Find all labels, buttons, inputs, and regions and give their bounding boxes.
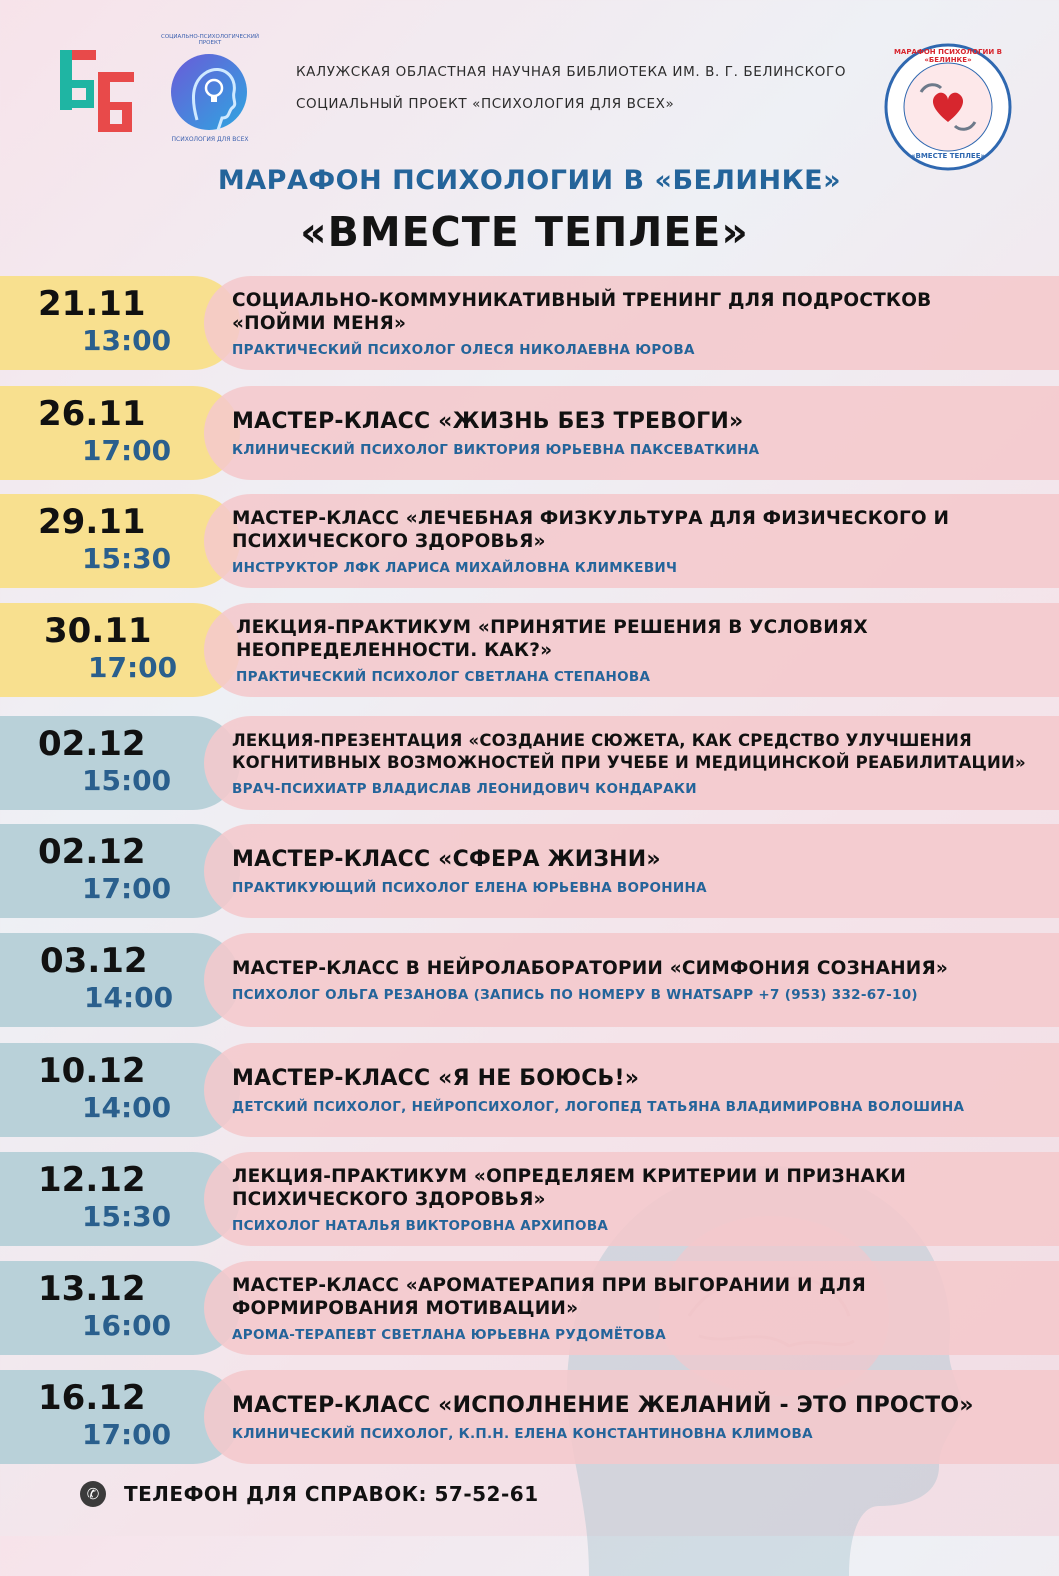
event-title: МАСТЕР-КЛАСС «ЖИЗНЬ БЕЗ ТРЕВОГИ» (232, 409, 744, 434)
event-date: 02.12 (38, 724, 146, 764)
marathon-logo-text-top: МАРАФОН ПСИХОЛОГИИ В «БЕЛИНКЕ» (893, 48, 1003, 64)
event-time: 13:00 (82, 324, 172, 357)
event-date: 16.12 (38, 1378, 146, 1418)
marathon-logo-text-bottom: «ВМЕСТЕ ТЕПЛЕЕ» (910, 152, 986, 160)
event-row (0, 603, 1059, 697)
event-info (204, 1370, 1059, 1464)
header (0, 0, 1059, 270)
event-speaker: ПСИХОЛОГ ОЛЬГА РЕЗАНОВА (ЗАПИСЬ ПО НОМЕРУ В WHATSAPP +7 (953) 332-67-10) (232, 987, 918, 1003)
event-date: 21.11 (38, 284, 146, 324)
phone-info: ТЕЛЕФОН ДЛЯ СПРАВОК: 57-52-61 (124, 1482, 539, 1506)
event-title: СОЦИАЛЬНО-КОММУНИКАТИВНЫЙ ТРЕНИНГ ДЛЯ ПОДРОСТКОВ «ПОЙМИ МЕНЯ» (232, 289, 932, 334)
event-info (204, 276, 1059, 370)
page-subtitle: «ВМЕСТЕ ТЕПЛЕЕ» (300, 208, 749, 256)
event-speaker: ДЕТСКИЙ ПСИХОЛОГ, НЕЙРОПСИХОЛОГ, ЛОГОПЕД ТАТЬЯНА ВЛАДИМИРОВНА ВОЛОШИНА (232, 1099, 965, 1115)
event-title: ЛЕКЦИЯ-ПРАКТИКУМ «ОПРЕДЕЛЯЕМ КРИТЕРИИ И ПРИЗНАКИ ПСИХИЧЕСКОГО ЗДОРОВЬЯ» (232, 1165, 907, 1210)
event-info (204, 1043, 1059, 1137)
event-time: 16:00 (82, 1309, 172, 1342)
event-title: ЛЕКЦИЯ-ПРАКТИКУМ «ПРИНЯТИЕ РЕШЕНИЯ В УСЛОВИЯХ НЕОПРЕДЕЛЕННОСТИ. КАК?» (236, 616, 868, 661)
page-title: МАРАФОН ПСИХОЛОГИИ В «БЕЛИНКЕ» (217, 165, 842, 196)
project-logo-text-bottom: ПСИХОЛОГИЯ ДЛЯ ВСЕХ (171, 136, 249, 143)
project-name: СОЦИАЛЬНЫЙ ПРОЕКТ «ПСИХОЛОГИЯ ДЛЯ ВСЕХ» (296, 96, 675, 112)
event-info (204, 603, 1059, 697)
footer-contact (80, 1478, 539, 1510)
project-logo-text-top: СОЦИАЛЬНО-ПСИХОЛОГИЧЕСКИЙ ПРОЕКТ (160, 34, 259, 46)
event-row (0, 824, 1059, 918)
event-date: 10.12 (38, 1051, 146, 1091)
event-row (0, 1152, 1059, 1246)
event-row (0, 1261, 1059, 1355)
event-speaker: КЛИНИЧЕСКИЙ ПСИХОЛОГ, К.П.Н. ЕЛЕНА КОНСТАНТИНОВНА КЛИМОВА (232, 1426, 813, 1442)
event-date: 13.12 (38, 1269, 146, 1309)
event-time: 17:00 (82, 1418, 172, 1451)
event-date: 30.11 (44, 611, 152, 651)
event-row (0, 386, 1059, 480)
event-info (204, 1261, 1059, 1355)
event-speaker: АРОМА-ТЕРАПЕВТ СВЕТЛАНА ЮРЬЕВНА РУДОМЁТОВА (232, 1326, 666, 1343)
event-time: 14:00 (82, 1091, 172, 1124)
event-title: МАСТЕР-КЛАСС «Я НЕ БОЮСЬ!» (232, 1066, 640, 1091)
event-info (204, 716, 1059, 810)
event-info (204, 933, 1059, 1027)
event-title: МАСТЕР-КЛАСС В НЕЙРОЛАБОРАТОРИИ «СИМФОНИЯ СОЗНАНИЯ» (232, 958, 949, 979)
event-time: 17:00 (82, 434, 172, 467)
event-speaker: ИНСТРУКТОР ЛФК ЛАРИСА МИХАЙЛОВНА КЛИМКЕВИЧ (232, 559, 678, 576)
event-title: МАСТЕР-КЛАСС «АРОМАТЕРАПИЯ ПРИ ВЫГОРАНИИ И ДЛЯ ФОРМИРОВАНИЯ МОТИВАЦИИ» (232, 1274, 866, 1319)
event-time: 17:00 (82, 872, 172, 905)
project-logo (152, 42, 267, 147)
event-date: 26.11 (38, 394, 146, 434)
event-time: 15:30 (82, 542, 172, 575)
event-speaker: ПРАКТИЧЕСКИЙ ПСИХОЛОГ СВЕТЛАНА СТЕПАНОВА (236, 668, 651, 685)
event-info (204, 386, 1059, 480)
event-speaker: ПСИХОЛОГ НАТАЛЬЯ ВИКТОРОВНА АРХИПОВА (232, 1217, 609, 1234)
event-row (0, 933, 1059, 1027)
event-date: 29.11 (38, 502, 146, 542)
event-speaker: ПРАКТИЧЕСКИЙ ПСИХОЛОГ ОЛЕСЯ НИКОЛАЕВНА ЮРОВА (232, 341, 695, 358)
event-info (204, 824, 1059, 918)
event-row (0, 1043, 1059, 1137)
phone-icon: ✆ (80, 1481, 106, 1507)
event-time: 17:00 (88, 651, 178, 684)
event-date: 02.12 (38, 832, 146, 872)
event-title: ЛЕКЦИЯ-ПРЕЗЕНТАЦИЯ «СОЗДАНИЕ СЮЖЕТА, КАК СРЕДСТВО УЛУЧШЕНИЯ КОГНИТИВНЫХ ВОЗМОЖНОСТЕЙ ПРИ УЧЕБЕ И МЕДИЦИНСКОЙ РЕАБИЛИТАЦИИ» (232, 730, 1026, 772)
event-date: 03.12 (40, 941, 148, 981)
event-time: 14:00 (84, 981, 174, 1014)
organization-name: КАЛУЖСКАЯ ОБЛАСТНАЯ НАУЧНАЯ БИБЛИОТЕКА ИМ. В. Г. БЕЛИНСКОГО (296, 64, 847, 80)
event-row (0, 494, 1059, 588)
event-title: МАСТЕР-КЛАСС «ЛЕЧЕБНАЯ ФИЗКУЛЬТУРА ДЛЯ ФИЗИЧЕСКОГО И ПСИХИЧЕСКОГО ЗДОРОВЬЯ» (232, 507, 950, 552)
event-row (0, 1370, 1059, 1464)
event-row (0, 716, 1059, 810)
event-speaker: КЛИНИЧЕСКИЙ ПСИХОЛОГ ВИКТОРИЯ ЮРЬЕВНА ПАКСЕВАТКИНА (232, 442, 760, 458)
event-speaker: ПРАКТИКУЮЩИЙ ПСИХОЛОГ ЕЛЕНА ЮРЬЕВНА ВОРОНИНА (232, 880, 707, 896)
event-info (204, 494, 1059, 588)
event-time: 15:30 (82, 1200, 172, 1233)
library-logo (58, 46, 136, 136)
event-time: 15:00 (82, 764, 172, 797)
event-speaker: ВРАЧ-ПСИХИАТР ВЛАДИСЛАВ ЛЕОНИДОВИЧ КОНДАРАКИ (232, 780, 697, 797)
event-row (0, 276, 1059, 370)
event-date: 12.12 (38, 1160, 146, 1200)
event-title: МАСТЕР-КЛАСС «СФЕРА ЖИЗНИ» (232, 847, 661, 872)
event-title: МАСТЕР-КЛАСС «ИСПОЛНЕНИЕ ЖЕЛАНИЙ - ЭТО ПРОСТО» (232, 1393, 974, 1418)
event-info (204, 1152, 1059, 1246)
